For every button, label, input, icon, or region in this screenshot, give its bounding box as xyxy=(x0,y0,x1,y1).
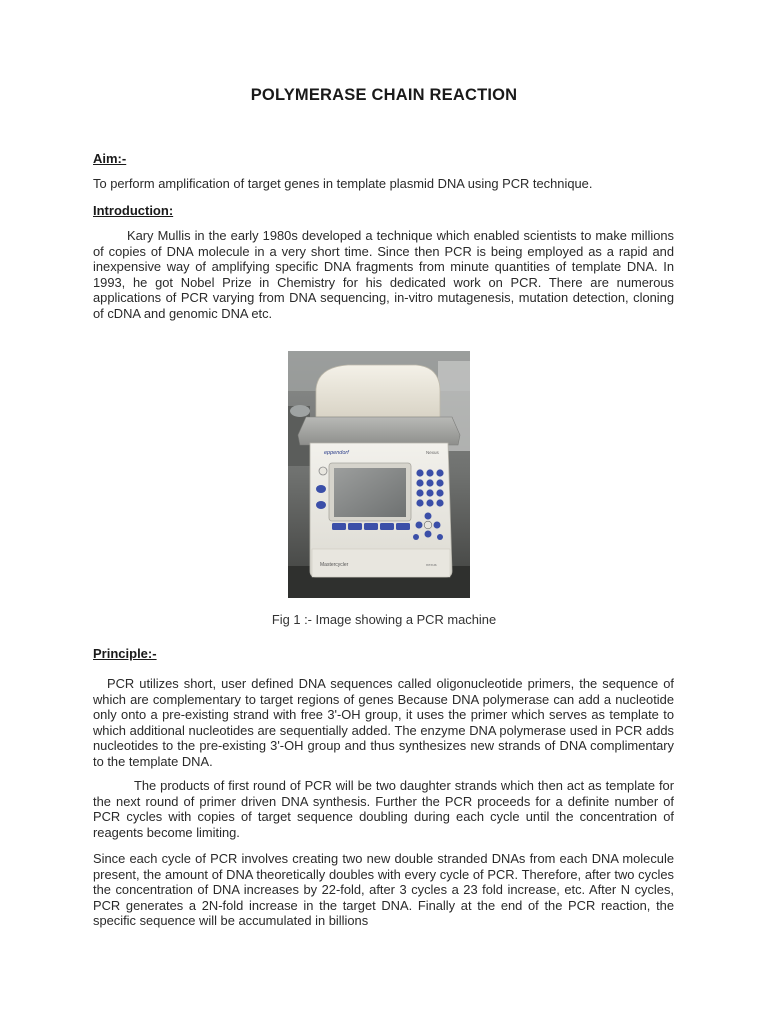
principle-paragraph: Since each cycle of PCR involves creating two new double stranded DNAs from each DNA molecule present, the amount of DNA theoretically doubles with every cycle of PCR. Therefore, after two cycles the concentration of DNA increases by 22-fold, after 3 cycles a 23 fold increase, etc. After N cycles, PCR generates a 2N-fold increase in the target DNA. Finally at the end of the PCR reaction, the specific sequence will be accumulated in billions xyxy=(93,851,674,929)
aim-heading: Aim:- xyxy=(93,151,127,166)
principle-paragraph: The products of first round of PCR will be two daughter strands which then act as template for the next round of primer driven DNA synthesis. Further the PCR proceeds for a definite number of PCR cycles with copies of target sequence doubling during each cycle until the concentration of reagents become limiting. xyxy=(93,778,674,840)
model-label: Nexus xyxy=(426,450,439,455)
introduction-heading: Introduction: xyxy=(93,203,174,218)
brand-label: eppendorf xyxy=(324,450,349,456)
aim-text: To perform amplification of target genes in template plasmid DNA using PCR technique. xyxy=(93,176,593,191)
principle-paragraph: PCR utilizes short, user defined DNA sequences called oligonucleotide primers, the sequence of which are complementary to target regions of genes Because DNA polymerase can add a nucleotide only onto a pre-existing strand with free 3'-OH group, it uses the primer which serves as template to which additional nucleotides are sequentially added. The enzyme DNA polymerase used in PCR adds nucleotides to the pre-existing 3'-OH group and thus synthesizes new strands of DNA complimentary to the template DNA. xyxy=(93,676,674,769)
introduction-text: Kary Mullis in the early 1980s developed a technique which enabled scientists to make millions of copies of DNA molecule in a very short time. Since then PCR is being employed as a rapid and inexpensive way of amplifying specific DNA fragments from minute quantities of template DNA. In 1993, he got Nobel Prize in Chemistry for his dedicated work on PCR. There are numerous applications of PCR varying from DNA sequencing, in-vitro mutagenesis, mutation detection, cloning of cDNA and genomic DNA etc. xyxy=(93,228,674,321)
principle-heading: Principle:- xyxy=(93,646,157,661)
pcr-machine-photo xyxy=(288,351,470,598)
svg-text:nexus: nexus xyxy=(426,562,437,567)
page-title: POLYMERASE CHAIN REACTION xyxy=(250,86,518,104)
svg-text:Mastercycler: Mastercycler xyxy=(320,562,349,568)
figure-caption: Fig 1 :- Image showing a PCR machine xyxy=(271,612,497,627)
